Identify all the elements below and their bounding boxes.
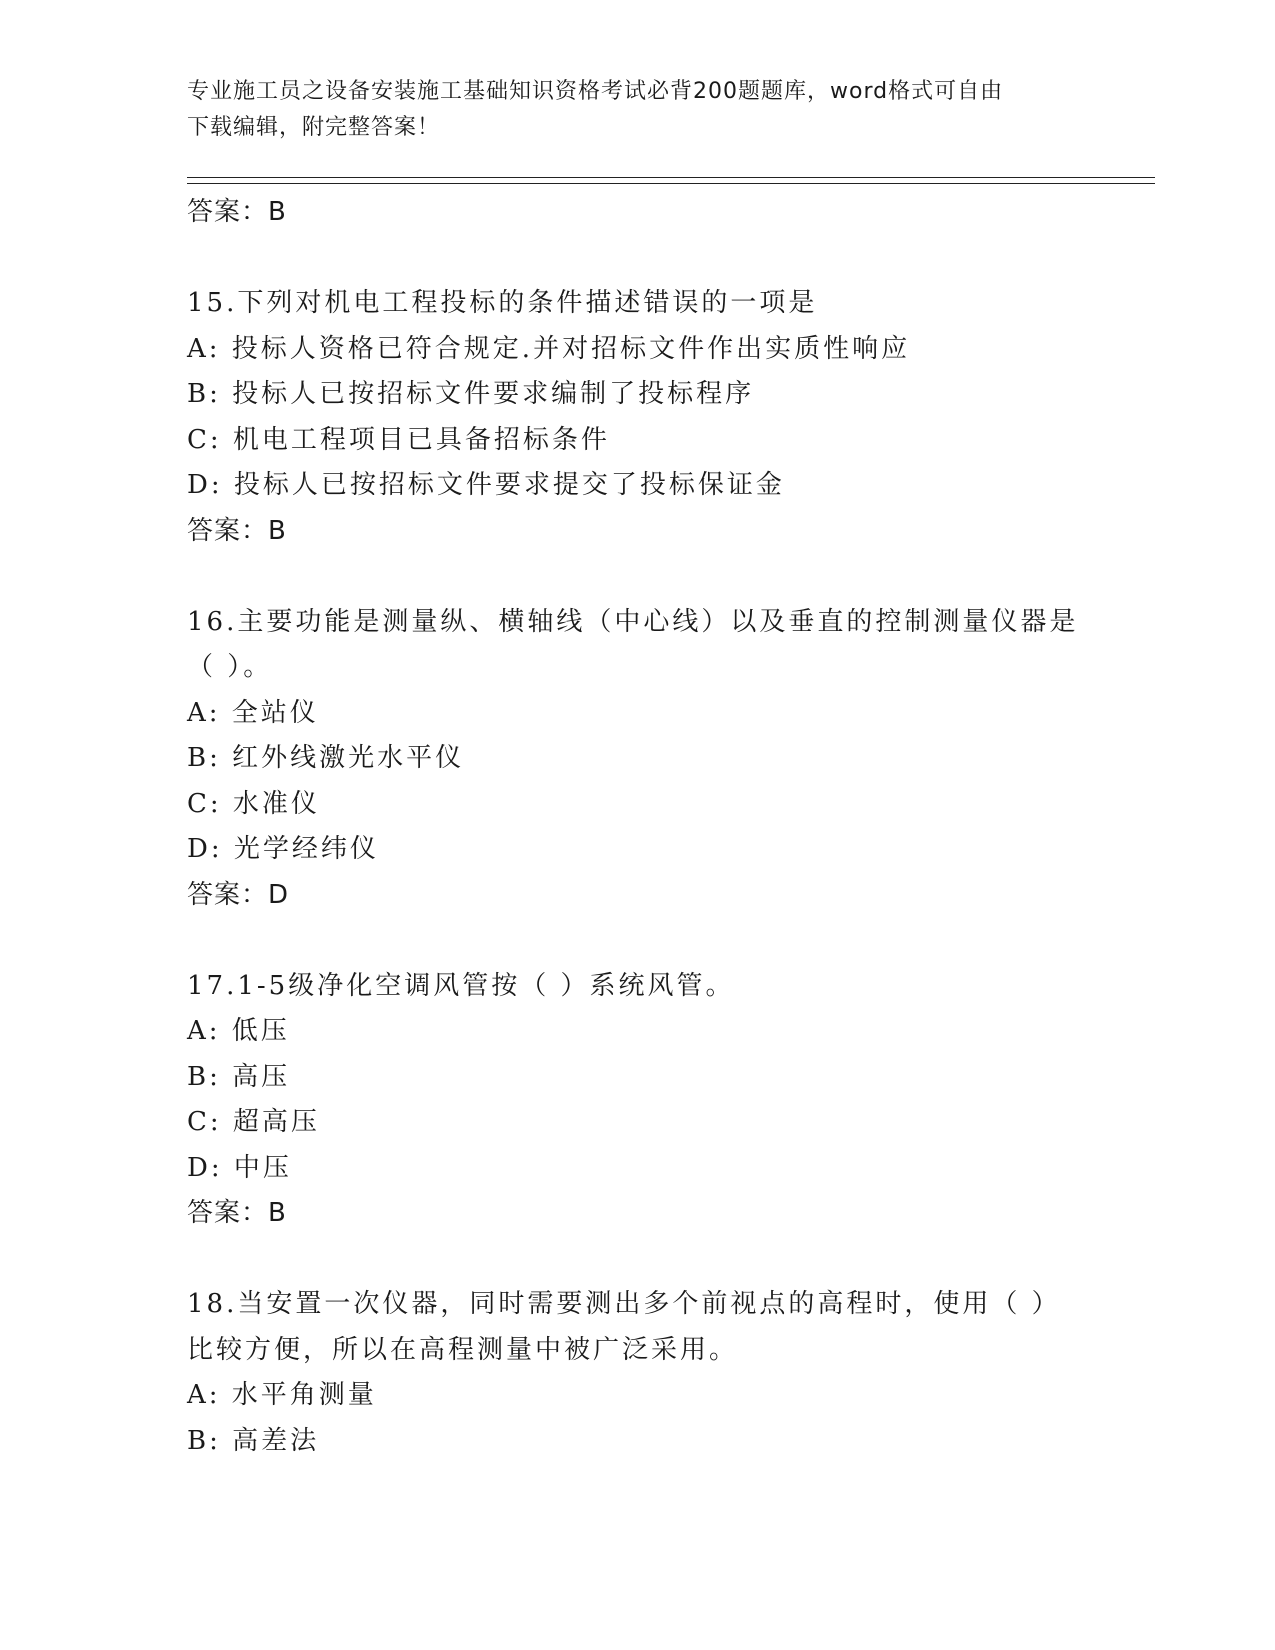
- question-16: [187, 600, 1087, 919]
- option-d: D: 光学经纬仪: [187, 834, 379, 864]
- question-17: [187, 964, 1087, 1237]
- option-b: B: 高压: [187, 1061, 291, 1092]
- option-c: C: 机电工程项目已具备招标条件: [187, 424, 610, 455]
- question-stem-continued: （ ）。: [187, 652, 273, 682]
- spacer: [187, 918, 1087, 964]
- previous-answer: 答案：B: [187, 197, 287, 227]
- option-c: C: 超高压: [187, 1107, 320, 1137]
- question-15: [187, 281, 1087, 554]
- question-stem: 17.1-5级净化空调风管按（ ）系统风管。: [187, 970, 735, 1001]
- answer: 答案：B: [187, 1198, 287, 1228]
- option-a: A: 投标人资格已符合规定.并对招标文件作出实质性响应: [187, 333, 911, 364]
- option-a: A: 低压: [187, 1016, 290, 1046]
- option-b: B: 高差法: [187, 1425, 320, 1456]
- option-b: B: 红外线激光水平仪: [187, 743, 465, 773]
- option-a: A: 水平角测量: [187, 1380, 377, 1410]
- question-stem: 18.当安置一次仪器，同时需要测出多个前视点的高程时，使用（ ）: [187, 1289, 1061, 1319]
- question-stem: 15.下列对机电工程投标的条件描述错误的一项是: [187, 288, 818, 318]
- header-line-1: 专业施工员之设备安装施工基础知识资格考试必背200题题库，word格式可自由: [187, 79, 1004, 104]
- spacer: [187, 554, 1087, 600]
- header-line-2: 下载编辑，附完整答案！: [187, 115, 441, 140]
- answer: 答案：D: [187, 879, 290, 910]
- question-18: [187, 1282, 1087, 1464]
- option-b: B: 投标人已按招标文件要求编制了投标程序: [187, 379, 755, 409]
- option-d: D: 中压: [187, 1152, 292, 1183]
- question-stem: 16.主要功能是测量纵、横轴线（中心线）以及垂直的控制测量仪器是: [187, 606, 1079, 637]
- spacer: [187, 1237, 1087, 1283]
- option-c: C: 水准仪: [187, 788, 320, 819]
- question-list: [187, 190, 1087, 1464]
- header-divider: [187, 177, 1155, 184]
- spacer: [187, 236, 1087, 282]
- answer: 答案：B: [187, 515, 287, 546]
- option-a: A: 全站仪: [187, 697, 319, 728]
- document-header: [187, 74, 1067, 146]
- option-d: D: 投标人已按招标文件要求提交了投标保证金: [187, 470, 785, 500]
- question-stem-continued: 比较方便，所以在高程测量中被广泛采用。: [187, 1334, 739, 1365]
